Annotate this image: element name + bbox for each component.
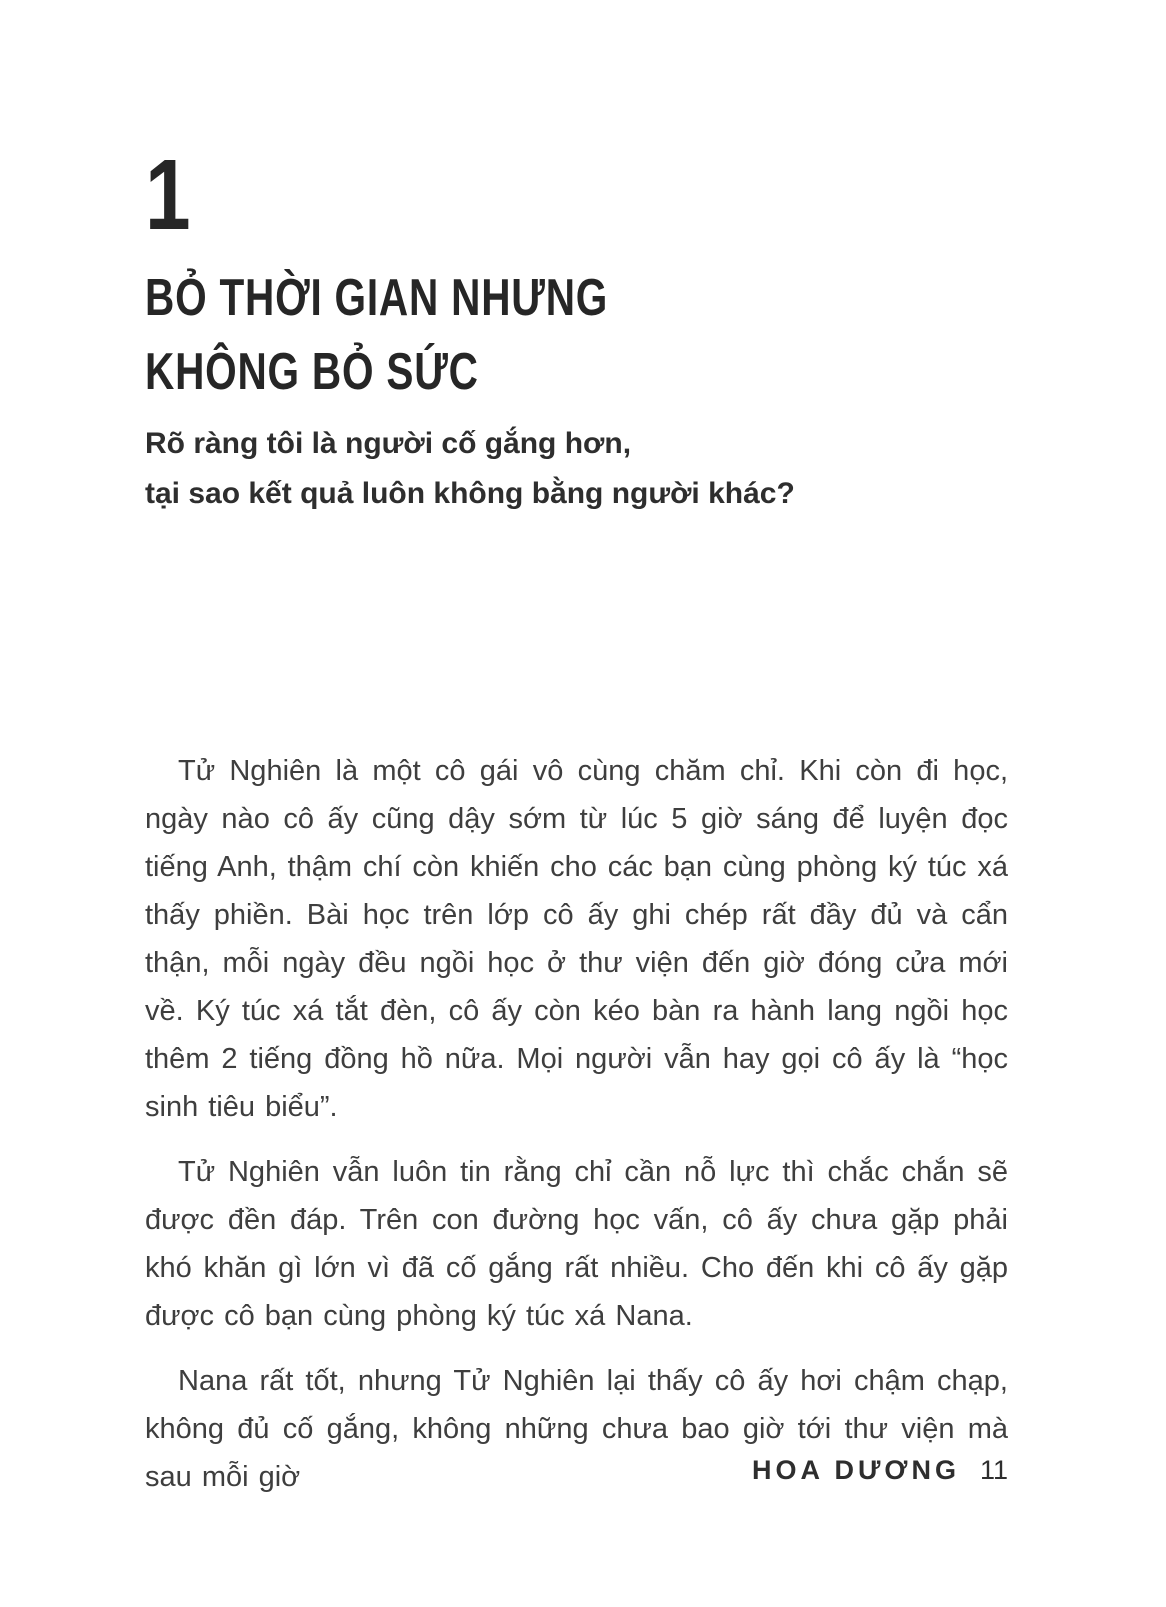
running-head-book-title: HOA DƯƠNG [752, 1455, 960, 1485]
paragraph-2: Tử Nghiên vẫn luôn tin rằng chỉ cần nỗ lực thì chắc chắn sẽ được đền đáp. Trên con đường học vấn, cô ấy chưa gặp phải khó khăn gì lớn vì đã cố gắng rất nhiều. Cho đến khi cô ấy gặp được cô bạn cùng phòng ký túc xá Nana. [145, 1156, 1008, 1332]
chapter-title [145, 261, 1008, 409]
page-content [145, 0, 1008, 1518]
paragraph-1: Tử Nghiên là một cô gái vô cùng chăm chỉ. Khi còn đi học, ngày nào cô ấy cũng dậy sớm từ lúc 5 giờ sáng để luyện đọc tiếng Anh, thậm chí còn khiến cho các bạn cùng phòng ký túc xá thấy phiền. Bài học trên lớp cô ấy ghi chép rất đầy đủ và cẩn thận, mỗi ngày đều ngồi học ở thư viện đến giờ đóng cửa mới về. Ký túc xá tắt đèn, cô ấy còn kéo bàn ra hành lang ngồi học thêm 2 tiếng đồng hồ nữa. Mọi người vẫn hay gọi cô ấy là “học sinh tiêu biểu”. [145, 755, 1008, 1123]
page-footer [752, 1455, 1008, 1486]
chapter-header [145, 139, 1008, 519]
chapter-subtitle-line-2: tại sao kết quả luôn không bằng người khác? [145, 477, 795, 510]
page-number: 11 [979, 1455, 1008, 1485]
chapter-subtitle [145, 419, 1008, 519]
chapter-title-line-1: BỎ THỜI GIAN NHƯNG [145, 269, 609, 327]
chapter-title-line-2: KHÔNG BỎ SỨC [145, 343, 479, 401]
body-text [145, 747, 1008, 1501]
chapter-subtitle-line-1: Rõ ràng tôi là người cố gắng hơn, [145, 427, 632, 460]
paragraph-3: Nana rất tốt, nhưng Tử Nghiên lại thấy cô ấy hơi chậm chạp, không đủ cố gắng, không những chưa bao giờ tới thư viện mà sau mỗi giờ [145, 1365, 1008, 1493]
chapter-number: 1 [145, 139, 191, 251]
